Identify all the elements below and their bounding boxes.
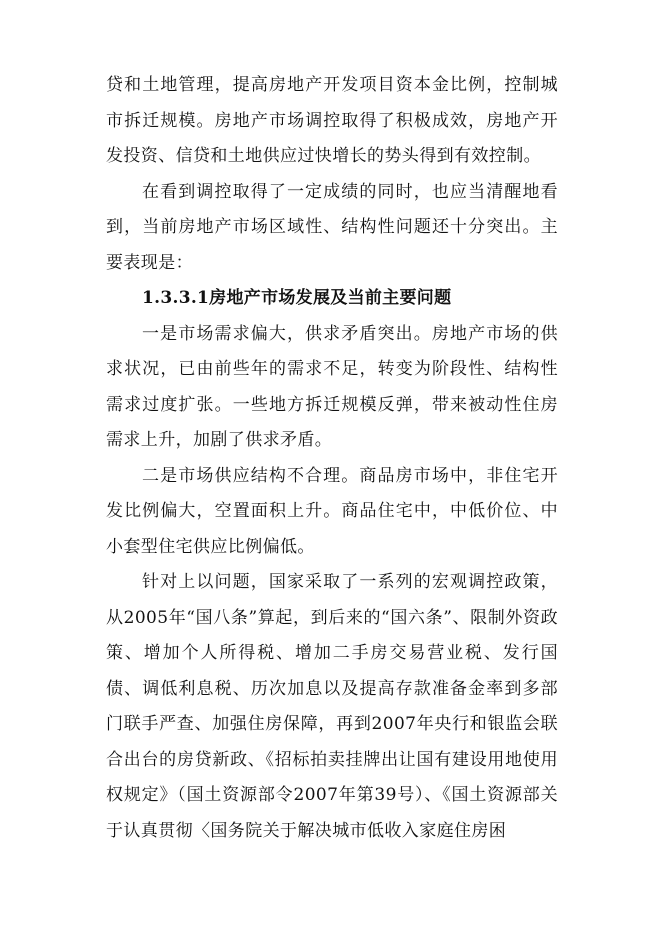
section-heading: 1.3.3.1房地产市场发展及当前主要问题 xyxy=(142,288,452,308)
paragraph-continued: 贷和土地管理，提高房地产开发项目资本金比例，控制城市拆迁规模。房地产市场调控取得了积极成效，房地产开发投资、信贷和土地供应过快增长的势头得到有效控制。 xyxy=(106,75,558,166)
paragraph-observation: 在看到调控取得了一定成绩的同时，也应当清醒地看到，当前房地产市场区域性、结构性问题还十分突出。主要表现是： xyxy=(106,181,558,273)
document-body xyxy=(106,68,558,849)
paragraph-issue-demand: 一是市场需求偏大，供求矛盾突出。房地产市场的供求状况，已由前些年的需求不足，转变为阶段性、结构性需求过度扩张。一些地方拆迁规模反弹，带来被动性住房需求上升，加剧了供求矛盾。 xyxy=(106,323,558,450)
paragraph-policy: 针对上以问题，国家采取了一系列的宏观调控政策，从2005年“国八条”算起，到后来的“国六条”、限制外资政策、增加个人所得税、增加二手房交易营业税、发行国债、调低利息税、历次加息以及提高存款准备金率到多部门联手严查、加强住房保障，再到2007年央行和银监会联合出台的房贷新政、《招标拍卖挂牌出让国有建设用地使用权规定》（国土资源部令2007年第39号）、《国土资源部关于认真贯彻〈国务院关于解决城市低收入家庭住房困 xyxy=(106,572,558,841)
paragraph-issue-supply: 二是市场供应结构不合理。商品房市场中，非住宅开发比例偏大，空置面积上升。商品住宅中，中低价位、中小套型住宅供应比例偏低。 xyxy=(106,465,558,557)
